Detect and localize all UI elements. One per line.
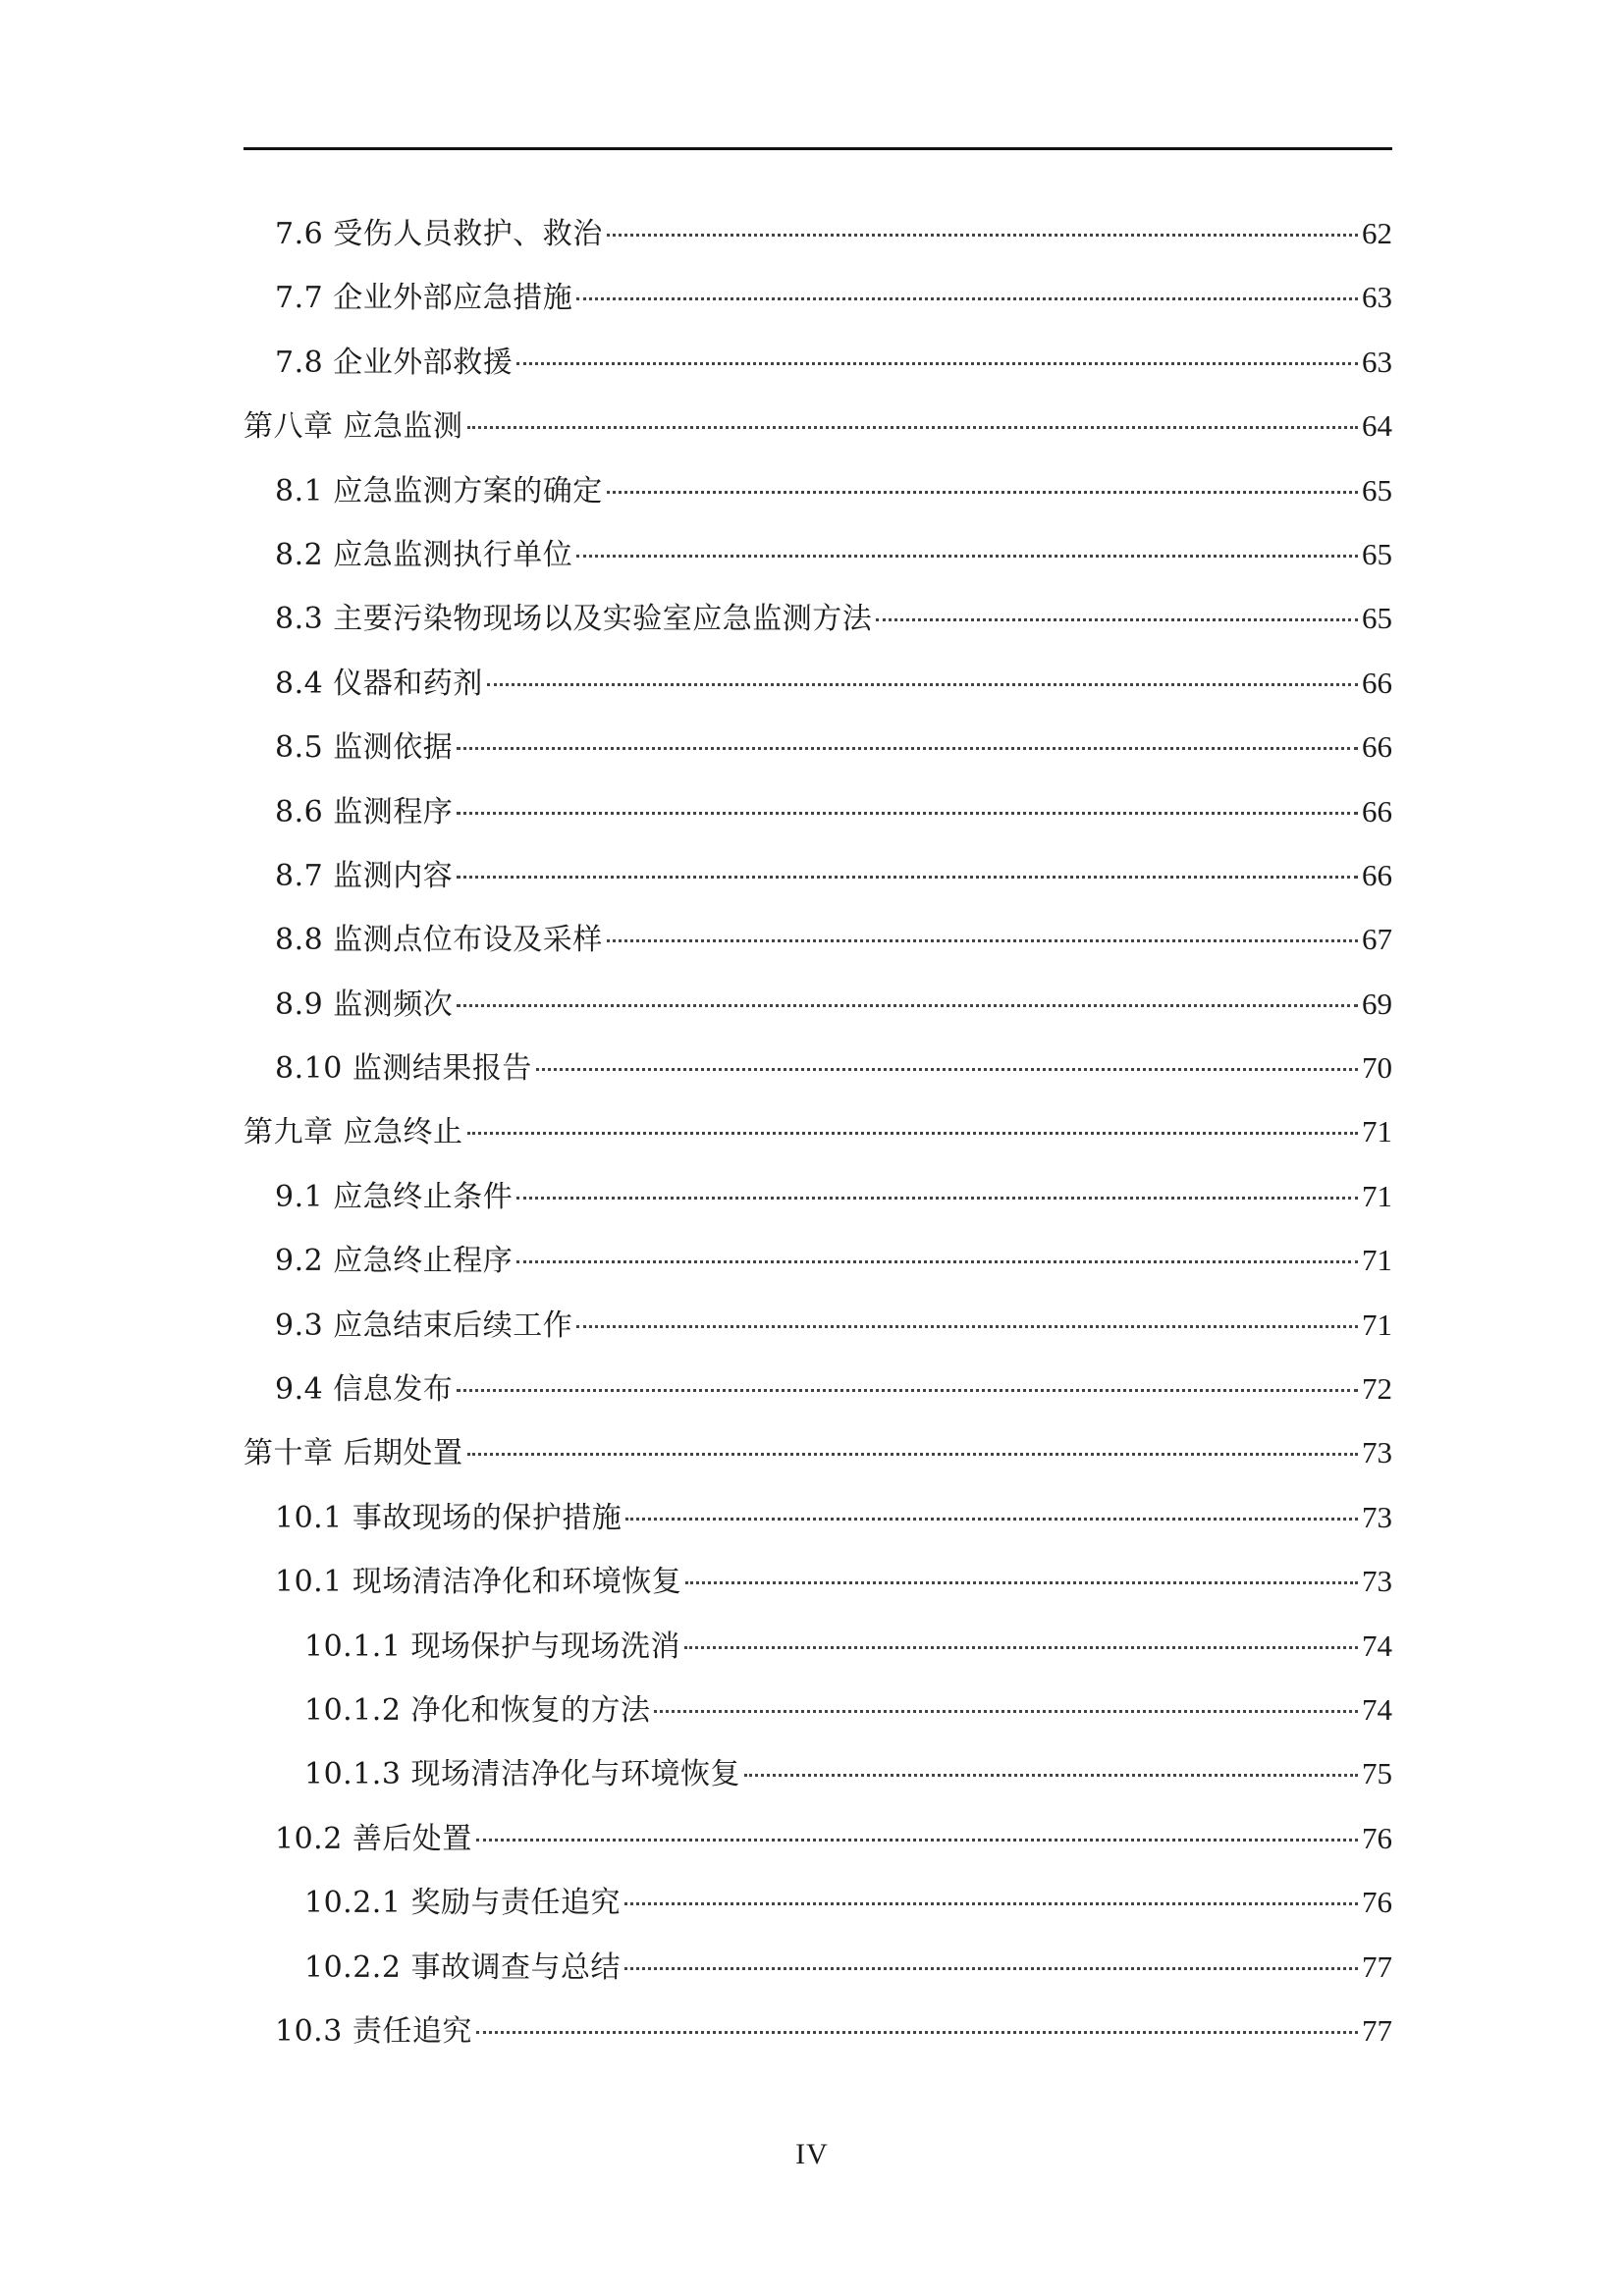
toc-entry-page: 74 xyxy=(1362,1628,1392,1663)
toc-entry[interactable] xyxy=(244,1614,1392,1678)
toc-entry[interactable] xyxy=(244,1549,1392,1613)
toc-dot-leader xyxy=(607,939,1358,942)
toc-entry[interactable] xyxy=(244,458,1392,522)
toc-entry-title: 8.7 监测内容 xyxy=(275,858,454,893)
toc-entry[interactable] xyxy=(244,330,1392,394)
toc-entry-title: 10.1.1 现场保护与现场洗消 xyxy=(304,1629,680,1664)
toc-dot-leader xyxy=(457,1004,1358,1007)
toc-entry-page: 65 xyxy=(1362,601,1392,636)
toc-dot-leader xyxy=(876,618,1358,621)
toc-entry[interactable] xyxy=(244,1935,1392,1999)
toc-dot-leader xyxy=(467,1453,1358,1456)
toc-dot-leader xyxy=(744,1774,1358,1777)
toc-dot-leader xyxy=(685,1581,1358,1584)
toc-entry-title: 10.1.3 现场清洁净化与环境恢复 xyxy=(304,1757,740,1792)
toc-entry[interactable] xyxy=(244,1485,1392,1549)
toc-dot-leader xyxy=(576,1325,1358,1328)
toc-entry-page: 63 xyxy=(1362,344,1392,379)
toc-entry-page: 77 xyxy=(1362,2012,1392,2048)
toc-dot-leader xyxy=(607,491,1358,494)
toc-entry-page: 76 xyxy=(1362,1885,1392,1920)
toc-dot-leader xyxy=(624,1967,1358,1970)
toc-dot-leader xyxy=(684,1646,1358,1649)
toc-dot-leader xyxy=(457,1389,1358,1392)
page-number: IV xyxy=(795,2138,829,2170)
toc-entry[interactable] xyxy=(244,1678,1392,1741)
toc-dot-leader xyxy=(607,234,1358,237)
toc-entry-title: 8.1 应急监测方案的确定 xyxy=(275,473,603,508)
toc-dot-leader xyxy=(476,1839,1358,1842)
toc-dot-leader xyxy=(457,747,1358,750)
toc-dot-leader xyxy=(576,555,1358,558)
toc-entry-page: 66 xyxy=(1362,729,1392,765)
toc-entry-page: 70 xyxy=(1362,1050,1392,1086)
toc-entry[interactable] xyxy=(244,972,1392,1036)
toc-entry-title: 10.1 事故现场的保护措施 xyxy=(275,1500,623,1535)
toc-entry[interactable] xyxy=(244,1228,1392,1292)
toc-entry-title: 第九章 应急终止 xyxy=(244,1115,463,1150)
toc-entry-title: 10.2.2 事故调查与总结 xyxy=(304,1949,621,1985)
toc-entry[interactable] xyxy=(244,586,1392,650)
toc-entry-page: 74 xyxy=(1362,1691,1392,1727)
toc-dot-leader xyxy=(516,1197,1358,1200)
toc-entry-title: 8.10 监测结果报告 xyxy=(275,1051,532,1087)
header-rule xyxy=(244,147,1392,150)
toc-entry-title: 10.3 责任追究 xyxy=(275,2013,472,2049)
toc-entry-page: 73 xyxy=(1362,1435,1392,1470)
toc-entry-title: 8.2 应急监测执行单位 xyxy=(275,537,573,572)
toc-entry[interactable] xyxy=(244,265,1392,329)
toc-dot-leader xyxy=(624,1902,1358,1905)
toc-entry-page: 77 xyxy=(1362,1949,1392,1984)
toc-entry[interactable] xyxy=(244,1999,1392,2062)
toc-dot-leader xyxy=(516,1260,1358,1263)
toc-entry[interactable] xyxy=(244,1099,1392,1163)
toc-entry-title: 9.2 应急终止程序 xyxy=(275,1244,514,1279)
toc-entry-title: 7.6 受伤人员救护、救治 xyxy=(275,217,603,251)
toc-entry-page: 73 xyxy=(1362,1564,1392,1599)
toc-entry[interactable] xyxy=(244,1806,1392,1870)
toc-entry[interactable] xyxy=(244,1164,1392,1228)
toc-entry[interactable] xyxy=(244,201,1392,265)
toc-dot-leader xyxy=(457,812,1358,815)
toc-entry-title: 9.3 应急结束后续工作 xyxy=(275,1308,573,1343)
toc-entry[interactable] xyxy=(244,1357,1392,1420)
toc-dot-leader xyxy=(654,1710,1358,1713)
toc-entry-page: 69 xyxy=(1362,986,1392,1021)
toc-entry-page: 66 xyxy=(1362,665,1392,700)
toc-entry[interactable] xyxy=(244,1293,1392,1357)
toc-entry-title: 10.1.2 净化和恢复的方法 xyxy=(304,1692,651,1728)
toc-dot-leader xyxy=(576,297,1358,300)
toc-entry[interactable] xyxy=(244,522,1392,586)
toc-entry[interactable] xyxy=(244,715,1392,778)
toc-entry-page: 76 xyxy=(1362,1820,1392,1855)
toc-entry-page: 67 xyxy=(1362,922,1392,957)
toc-entry-title: 10.1 现场清洁净化和环境恢复 xyxy=(275,1565,682,1600)
toc-dot-leader xyxy=(476,2031,1358,2034)
toc-entry[interactable] xyxy=(244,779,1392,843)
toc-entry-title: 10.2 善后处置 xyxy=(275,1821,472,1856)
toc-entry-title: 9.1 应急终止条件 xyxy=(275,1179,514,1214)
toc-entry-page: 71 xyxy=(1362,1114,1392,1149)
toc-entry-page: 71 xyxy=(1362,1307,1392,1342)
toc-entry-title: 8.4 仪器和药剂 xyxy=(275,666,483,701)
toc-entry-title: 8.8 监测点位布设及采样 xyxy=(275,923,603,958)
toc-entry-title: 第八章 应急监测 xyxy=(244,409,463,445)
toc-entry-page: 63 xyxy=(1362,280,1392,315)
toc-entry-page: 73 xyxy=(1362,1499,1392,1534)
toc-dot-leader xyxy=(467,1132,1358,1135)
toc-entry-page: 71 xyxy=(1362,1243,1392,1278)
toc-entry-page: 71 xyxy=(1362,1178,1392,1213)
toc-entry-title: 9.4 信息发布 xyxy=(275,1372,454,1408)
toc-entry[interactable] xyxy=(244,1870,1392,1934)
table-of-contents xyxy=(244,201,1392,2062)
toc-entry[interactable] xyxy=(244,1036,1392,1099)
toc-entry[interactable] xyxy=(244,394,1392,457)
toc-entry-page: 66 xyxy=(1362,857,1392,892)
toc-entry-title: 8.6 监测程序 xyxy=(275,794,454,829)
toc-entry[interactable] xyxy=(244,907,1392,971)
toc-entry-title: 8.5 监测依据 xyxy=(275,730,454,766)
toc-entry[interactable] xyxy=(244,1420,1392,1484)
toc-entry[interactable] xyxy=(244,843,1392,907)
toc-entry-page: 72 xyxy=(1362,1371,1392,1407)
toc-entry-title: 7.7 企业外部应急措施 xyxy=(275,281,573,316)
toc-entry-title: 8.3 主要污染物现场以及实验室应急监测方法 xyxy=(275,602,873,637)
toc-entry[interactable] xyxy=(244,1741,1392,1805)
toc-entry-page: 62 xyxy=(1362,216,1392,250)
toc-entry[interactable] xyxy=(244,651,1392,715)
toc-entry-page: 65 xyxy=(1362,472,1392,507)
toc-entry-page: 66 xyxy=(1362,793,1392,828)
toc-dot-leader xyxy=(516,362,1358,365)
toc-entry-title: 第十章 后期处置 xyxy=(244,1436,463,1471)
toc-entry-title: 8.9 监测频次 xyxy=(275,987,454,1022)
toc-entry-page: 64 xyxy=(1362,408,1392,444)
toc-dot-leader xyxy=(457,876,1358,879)
toc-entry-title: 7.8 企业外部救援 xyxy=(275,345,514,380)
toc-entry-page: 75 xyxy=(1362,1756,1392,1791)
toc-dot-leader xyxy=(487,683,1358,686)
toc-dot-leader xyxy=(625,1518,1358,1521)
toc-entry-title: 10.2.1 奖励与责任追究 xyxy=(304,1886,621,1921)
toc-dot-leader xyxy=(467,426,1358,429)
toc-entry-page: 65 xyxy=(1362,536,1392,571)
toc-dot-leader xyxy=(536,1068,1358,1071)
